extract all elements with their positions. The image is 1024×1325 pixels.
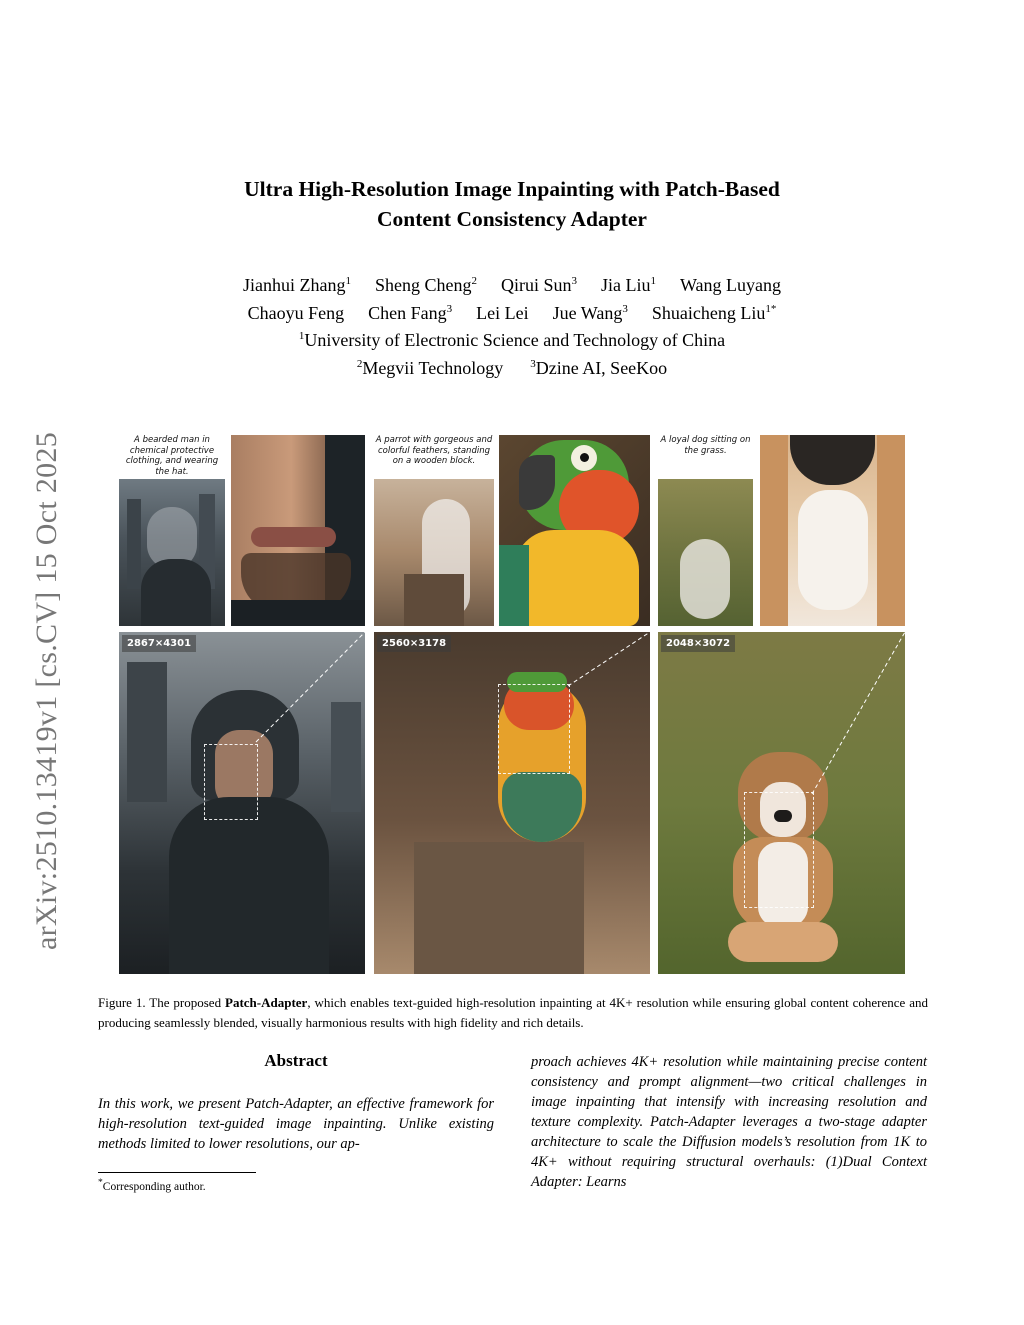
connector-parrot [568, 632, 650, 686]
prompt-text-3: A loyal dog sitting on the grass. [660, 435, 751, 456]
author-name: Jia Liu$^1$ [600, 275, 656, 295]
author-name: Wang Luyang [679, 275, 782, 295]
author-name: Sheng Cheng$^2$ [374, 275, 477, 295]
abstract-heading: Abstract [264, 1051, 328, 1070]
arxiv-stamp: arXiv:2510.13419v1 [cs.CV] 15 Oct 2025 [30, 431, 63, 950]
affiliation-3: Dzine AI, SeeKoo [535, 357, 668, 378]
caption-method-name: Patch-Adapter [225, 995, 308, 1010]
footnote: *Corresponding author. [98, 1177, 206, 1193]
resolution-label-dog: 2048×3072 [661, 635, 735, 652]
prompt-text-1: A bearded man in chemical protective clothing, and wearing the hat. [125, 435, 219, 477]
abstract-left-column: In this work, we present Patch-Adapter, an effective framework for high-resolution text-guided image inpainting. Unlike existing methods limited to lower resolutions, our ap- [98, 1096, 494, 1152]
title-line-2: Content Consistency Adapter [377, 207, 647, 231]
figure-caption: Figure 1. The proposed Patch-Adapter, which enables text-guided high-resolution inpainting at 4K+ resolution while ensuring global content coherence and producing seamlessly blended, visually harmonious results with high fidelity and rich details. [98, 995, 928, 1030]
author-name: Chaoyu Feng [247, 302, 345, 323]
author-name: Lei Lei [476, 302, 529, 323]
prompt-text-2: A parrot with gorgeous and colorful feathers, standing on a wooden block. [375, 435, 493, 466]
resolution-label-parrot: 2560×3178 [377, 635, 451, 652]
affiliation-2: Megvii Technology [362, 357, 504, 378]
author-name: Chen Fang$^3$ [368, 302, 453, 323]
author-name: Qirui Sun$^3$ [500, 275, 577, 295]
author-name: Jue Wang$^3$ [552, 302, 628, 323]
footnote-rule [98, 1172, 256, 1173]
affiliation-2-3: $^2$Megvii Technology $^3$Dzine AI, SeeKoo [356, 357, 668, 378]
resolution-label-man: 2867×4301 [122, 635, 196, 652]
title-line-1: Ultra High-Resolution Image Inpainting with Patch-Based [244, 177, 780, 201]
connector-man [256, 632, 365, 742]
author-name: Shuaicheng Liu$^{1*}$ [651, 302, 777, 323]
connector-dog [812, 632, 905, 794]
affiliation-1: $^1$University of Electronic Science and Technology of China [298, 330, 726, 350]
abstract-right-column: proach achieves 4K+ resolution while maintaining precise content consistency and prompt alignment—two critical challenges in image inpainting that intensify with increasing resolution and texture complexity. Patch-Adapter leverages a two-stage adapter architecture to scale the Diffusion models’s resolution from 1K to 4K+ without requiring structural overhauls: (1)Dual Context Adapter: Learns [531, 1054, 927, 1190]
author-name: Jianhui Zhang$^1$ [242, 275, 351, 295]
